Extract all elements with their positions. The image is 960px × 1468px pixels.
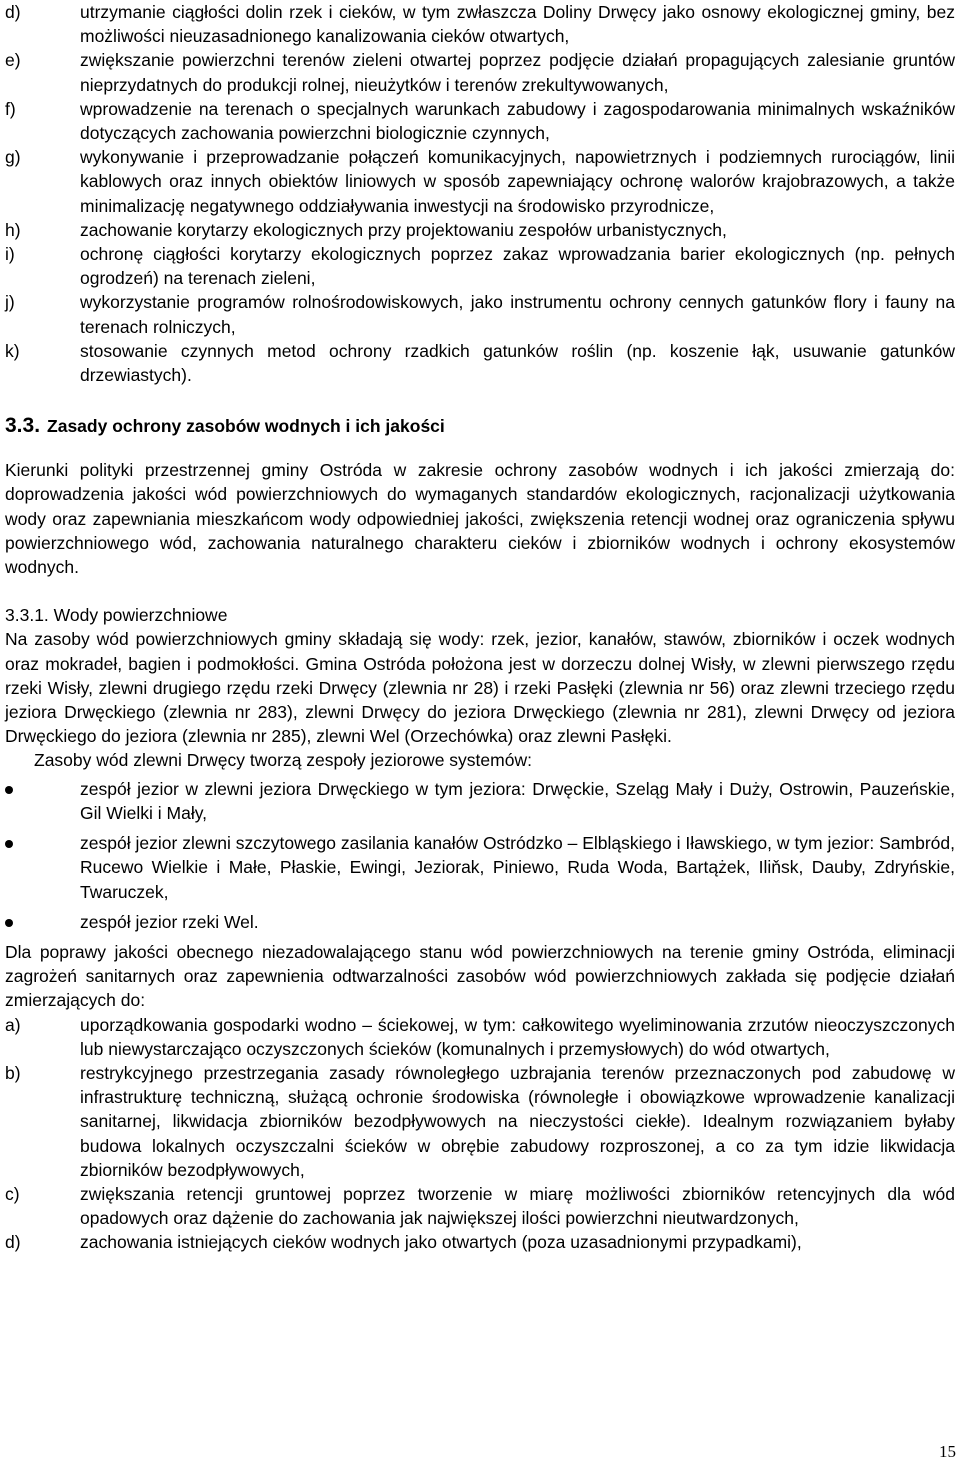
list-item — [5, 1230, 955, 1254]
list-item — [5, 97, 955, 145]
list-item-label: b) — [5, 1062, 21, 1083]
list-item-text: stosowanie czynnych metod ochrony rzadkich gatunków roślin (np. koszenie łąk, usuwanie gatunków drzewiastych). — [80, 340, 955, 386]
section-heading — [5, 414, 955, 438]
lake-systems-intro: Zasoby wód zlewni Drwęcy tworzą zespoły jeziorowe systemów: — [34, 750, 532, 771]
bullet-text: zespół jezior zlewni szczytowego zasilania kanałów Ostródzko – Elbląskiego i Iławskiego, w tym jezior: Sambród, Rucewo Wielkie i Małe, Płaskie, Ewingi, Jeziorak, Piniewo, Ruda Woda, Bartążek, Iliňsk, Dauby, Zdryńskie, Twaruczek, — [80, 833, 955, 902]
bullet-item — [5, 831, 955, 904]
bullet-text: zespół jezior w zlewni jeziora Drwęckiego w tym jeziora: Drwęckie, Szeląg Mały i Duży, Ostrowin, Pauzeńskie, Gil Wielki i Mały, — [80, 778, 955, 823]
list-item-text: ochronę ciągłości korytarzy ekologicznych poprzez zakaz wprowadzania barier ekologicznych (np. pełnych ogrodzeń) na terenach zieleni, — [80, 244, 955, 289]
bullet-item — [5, 910, 955, 934]
list-item — [5, 1182, 955, 1230]
bullet-text: zespół jezior rzeki Wel. — [80, 911, 259, 932]
list-item-text: wykorzystanie programów rolnośrodowiskowych, jako instrumentu ochrony cennych gatunków flory i fauny na terenach rolniczych, — [80, 292, 955, 337]
list-item — [5, 339, 955, 387]
section-title: Zasady ochrony zasobów wodnych i ich jakości — [47, 416, 445, 437]
intro-paragraph: Kierunki polityki przestrzennej gminy Ostróda w zakresie ochrony zasobów wodnych i ich jakości zmierzają do: doprowadzenia jakości wód powierzchniowych do wymaganych standardów ekologicznych, racjonalizacji użytkowania wody oraz zapewniania mieszkańcom wody odpowiedniej jakości, zwiększenia retencji wodnej oraz ograniczenia spływu powierzchniowego wód, zachowania naturalnego charakteru cieków i zbiorników wodnych i ochrony ekosystemów wodnych. — [5, 460, 955, 578]
surface-waters-paragraph: Na zasoby wód powierzchniowych gminy składają się wody: rzek, jezior, kanałów, stawów, zbiorników i oczek wodnych oraz mokradeł, bagien i podmokłości. Gmina Ostróda położona jest w dorzeczu dolnej Wisły, w zlewni pierwszego rzędu rzeki Wisły, zlewni drugiego rzędu rzeki Drwęcy (zlewnia nr 28) i rzeki Pasłęki (zlewnia nr 56) oraz zlewni trzeciego rzędu jeziora Drwęckiego (zlewnia nr 283), zlewni Drwęcy do jeziora Drwęckiego (zlewnia nr 281), zlewni Drwęcy od jeziora Drwęckiego do jeziora (zlewnia nr 285), zlewni Wel (Orzechówka) oraz zlewni Pasłęki. — [5, 629, 955, 747]
list-item-label: e) — [5, 50, 21, 71]
list-item-text: utrzymanie ciągłości dolin rzek i cieków, w tym zwłaszcza Doliny Drwęcy jako osnowy ekologicznej gminy, bez możliwości nieuzasadnionego kanalizowania cieków otwartych, — [80, 2, 955, 47]
list-item-label: j) — [5, 292, 15, 313]
list-item — [5, 1061, 955, 1182]
list-item — [5, 145, 955, 218]
bullet-dot-icon — [5, 831, 80, 904]
list-item — [5, 0, 955, 48]
lake-systems-list — [5, 777, 955, 934]
goals-list-continued — [5, 0, 955, 387]
list-item-label: a) — [5, 1014, 21, 1035]
list-item — [5, 218, 955, 242]
list-item-label: k) — [5, 340, 20, 361]
list-item-label: d) — [5, 1232, 21, 1253]
actions-list — [5, 1013, 955, 1255]
list-item-text: zwiększanie powierzchni terenów zieleni otwartej poprzez podjęcie działań propagujących zalesianie gruntów nieprzydatnych do produkcji rolnej, nieużytków i terenów zrekultywowanych, — [80, 50, 955, 95]
page-number: 15 — [939, 1442, 956, 1461]
list-item-label: f) — [5, 98, 16, 119]
section-number: 3.3. — [5, 414, 41, 438]
bullet-item — [5, 777, 955, 825]
list-item-text: zachowania istniejących cieków wodnych jako otwartych (poza uzasadnionymi przypadkami), — [80, 1232, 802, 1253]
bullet-dot-icon — [5, 777, 80, 825]
list-item-label: i) — [5, 244, 15, 265]
list-item-text: uporządkowania gospodarki wodno – ściekowej, w tym: całkowitego wyeliminowania zrzutów nieoczyszczonych lub niewystarczająco oczyszczonych ścieków (komunalnych i przemysłowych) do wód otwartych, — [80, 1014, 955, 1059]
list-item-label: g) — [5, 147, 21, 168]
bullet-dot-icon — [5, 910, 80, 934]
list-item — [5, 48, 955, 96]
list-item-label: c) — [5, 1183, 20, 1204]
list-item-label: d) — [5, 2, 21, 22]
document-page — [5, 0, 955, 1255]
list-item — [5, 290, 955, 338]
list-item — [5, 1013, 955, 1061]
quality-paragraph: Dla poprawy jakości obecnego niezadowalającego stanu wód powierzchniowych na terenie gminy Ostróda, eliminacji zagrożeń sanitarnych oraz zapewnienia odtwarzalności zasobów wód powierzchniowych zakłada się podjęcie działań zmierzających do: — [5, 941, 955, 1011]
list-item — [5, 242, 955, 290]
list-item-text: wprowadzenie na terenach o specjalnych warunkach zabudowy i zagospodarowania minimalnych wskaźników dotyczących zachowania powierzchni biologicznie czynnych, — [80, 98, 955, 144]
list-item-text: restrykcyjnego przestrzegania zasady równoległego uzbrajania terenów przeznaczonych pod zabudowę w infrastrukturę techniczną, służącą ochronie środowiska (równoległe i obowiązkowe wprowadzenie kanalizacji sanitarnej, likwidacja zbiorników bezodpływowych na nieczystości ciekłe). Idealnym rozwiązaniem byłaby budowa lokalnych oczyszczalni ścieków w obrębie zabudowy rozproszonej, a co za tym idzie likwidacja zbiorników bezodpływowych, — [80, 1062, 955, 1180]
list-item-text: zachowanie korytarzy ekologicznych przy projektowaniu zespołów urbanistycznych, — [80, 219, 727, 240]
list-item-text: wykonywanie i przeprowadzanie połączeń komunikacyjnych, napowietrznych i podziemnych rurociągów, linii kablowych oraz innych obiektów liniowych w sposób zapewniający ochronę walorów krajobrazowych, a także minimalizację negatywnego oddziaływania inwestycji na środowisko przyrodnicze, — [80, 147, 955, 216]
list-item-text: zwiększania retencji gruntowej poprzez tworzenie w miarę możliwości zbiorników retencyjnych dla wód opadowych oraz dążenie do zachowania jak największej ilości powierzchni nieutwardzonych, — [80, 1183, 955, 1229]
subsection-title: 3.3.1. Wody powierzchniowe — [5, 605, 228, 626]
list-item-label: h) — [5, 219, 21, 240]
